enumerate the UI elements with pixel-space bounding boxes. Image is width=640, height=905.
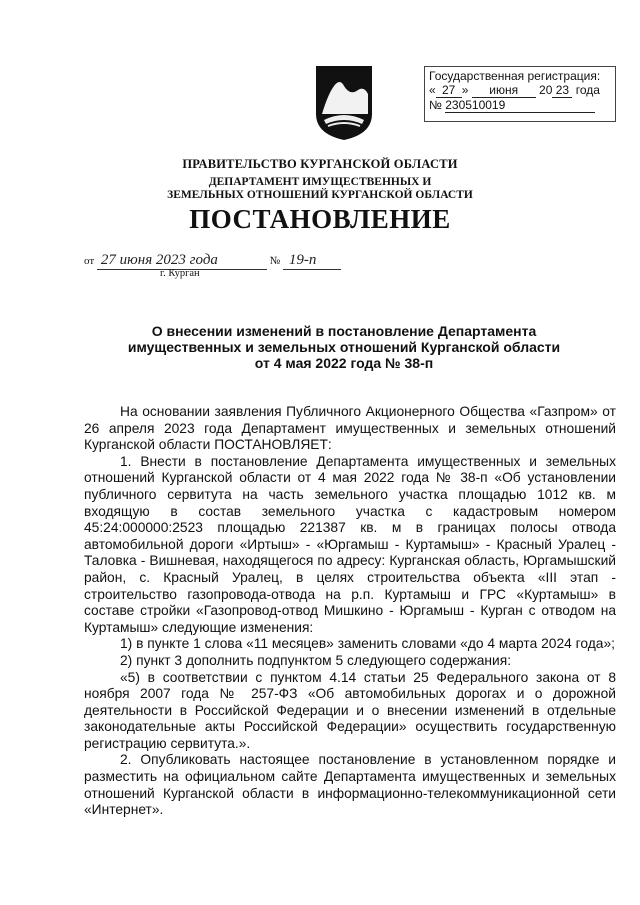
registration-month: июня [472, 83, 536, 98]
document-body [84, 404, 616, 819]
department-line-2: ЗЕМЕЛЬНЫХ ОТНОШЕНИЙ КУРГАНСКОЙ ОБЛАСТИ [167, 189, 473, 201]
document-city: г. Курган [160, 268, 200, 279]
registration-stamp: Государственная регистрация: « 27 » июня 20 23 года № 230510019 [424, 66, 616, 122]
title-line-1: О внесении изменений в постановление Департамента [151, 323, 537, 339]
registration-year-suffix: 23 [552, 83, 572, 98]
government-name: ПРАВИТЕЛЬСТВО КУРГАНСКОЙ ОБЛАСТИ [182, 157, 458, 171]
title-line-2: имущественных и земельных отношений Курганской области [127, 339, 561, 355]
paragraph-subitem-5-text: «5) в соответствии с пунктом 4.14 статьи 25 Федерального закона от 8 ноября 2007 года № 257-ФЗ «Об автомобильных дорогах и о дорожной деятельности в Российской Федерации и о внесении изменений в отдельные законодательные акты Российской Федерации» осуществить государственную регистрацию сервитута.». [84, 669, 616, 751]
registration-day: 27 [436, 83, 462, 98]
paragraph-item-1: 1. Внести в постановление Департамента имущественных и земельных отношений Курганской области от 4 мая 2022 года № 38-п «Об установлении публичного сервитута на часть земельного участка площадью 1012 кв. м входящую в состав земельного участка с кадастровым номером 45:24:000000:2523 площадью 221387 кв. м в границах полосы отвода автомобильной дороги «Иртыш» - «Юргамыш - Куртамыш» - Красный Уралец - Таловка - Вишневая, находящегося по адресу: Курганская область, Юргамышский район, с. Красный Уралец, в целях строительства объекта «III этап - строительство газопровода-отвода на р.п. Куртамыш и ГРС «Куртамыш» в составе стройки «Газопровод-отвод Мишкино - Юргамыш - Курган с отводом на Куртамыш» следующие изменения: [84, 453, 616, 635]
paragraph-subitem-1: 1) в пункте 1 слова «11 месяцев» заменить словами «до 4 марта 2024 года»; [120, 636, 615, 652]
paragraph-item-2: 2. Опубликовать настоящее постановление в установленном порядке и разместить на официальном сайте Департамента имущественных и земельных отношений Курганской области в информационно-телекоммуникационной сети «Интернет». [84, 752, 616, 818]
title-line-3: от 4 мая 2022 года № 38-п [254, 355, 434, 371]
paragraph-preamble: На основании заявления Публичного Акционерного Общества «Газпром» от 26 апреля 2023 года Департамент имущественных и земельных отношений Курганской области ПОСТАНОВЛЯЕТ: [84, 404, 616, 453]
registration-label: Государственная регистрация: [429, 69, 601, 83]
registration-number-label: № [429, 98, 442, 112]
doc-number-label: № [269, 255, 281, 267]
department-line-1: ДЕПАРТАМЕНТ ИМУЩЕСТВЕННЫХ И [208, 176, 432, 188]
document-date-number [84, 252, 341, 270]
registration-number: 230510019 [445, 98, 595, 113]
document-type-title: ПОСТАНОВЛЕНИЕ [189, 204, 451, 234]
date-from-label: от [84, 255, 95, 267]
registration-year-word: года [575, 83, 600, 97]
handwritten-date: 27 июня 2023 года [97, 252, 267, 270]
coat-of-arms-emblem [314, 64, 374, 142]
department-name [0, 176, 640, 202]
paragraph-subitem-2: 2) пункт 3 дополнить подпунктом 5 следующего содержания: [120, 652, 512, 668]
handwritten-doc-number: 19-п [283, 252, 341, 270]
document-title [84, 323, 604, 371]
registration-year-prefix: 20 [539, 83, 553, 97]
